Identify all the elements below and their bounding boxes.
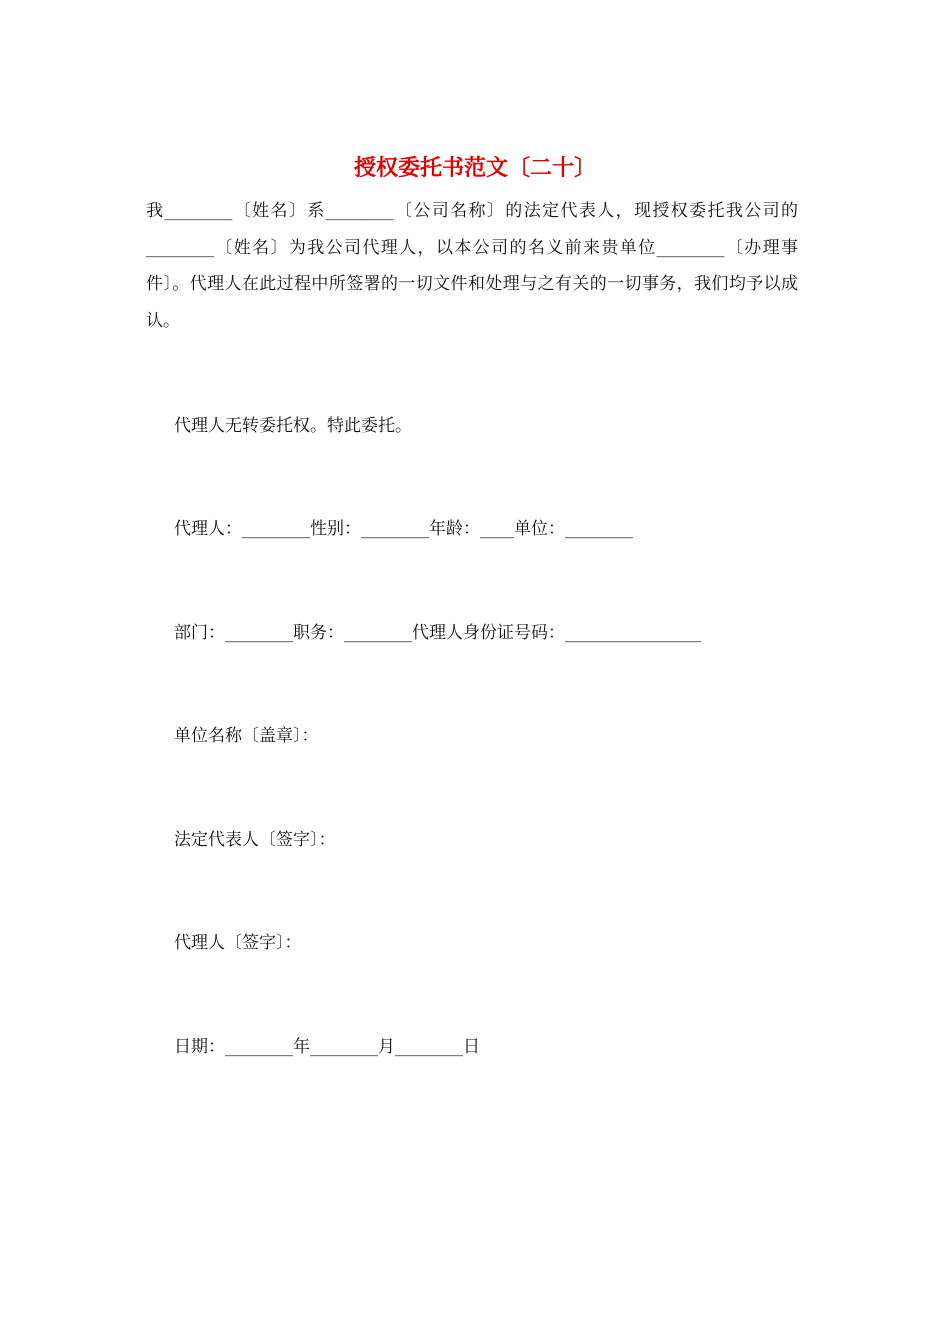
unit-seal-line: 单位名称〔盖章〕：	[174, 726, 319, 746]
date-line: 日期：________年________月________日	[174, 1037, 480, 1057]
agent-signature-line: 代理人〔签字〕：	[174, 933, 302, 953]
intro-paragraph: 我________〔姓名〕系________〔公司名称〕的法定代表人，现授权委托我公司的________〔姓名〕为我公司代理人，以本公司的名义前来贵单位________〔办理事件〕。代理人在此过程中所签署的一切文件和处理与之有关的一切事务，我们均予以成认。	[146, 201, 798, 331]
agent-info-line: 代理人：________性别：________年龄：____单位：________	[174, 519, 633, 539]
no-subdelegation-statement: 代理人无转委托权。特此委托。	[174, 416, 412, 436]
department-line: 部门：________职务：________代理人身份证号码：________________	[174, 623, 701, 643]
document-title: 授权委托书范文〔二十〕	[353, 155, 596, 181]
legal-rep-signature-line: 法定代表人〔签字〕：	[174, 830, 336, 850]
